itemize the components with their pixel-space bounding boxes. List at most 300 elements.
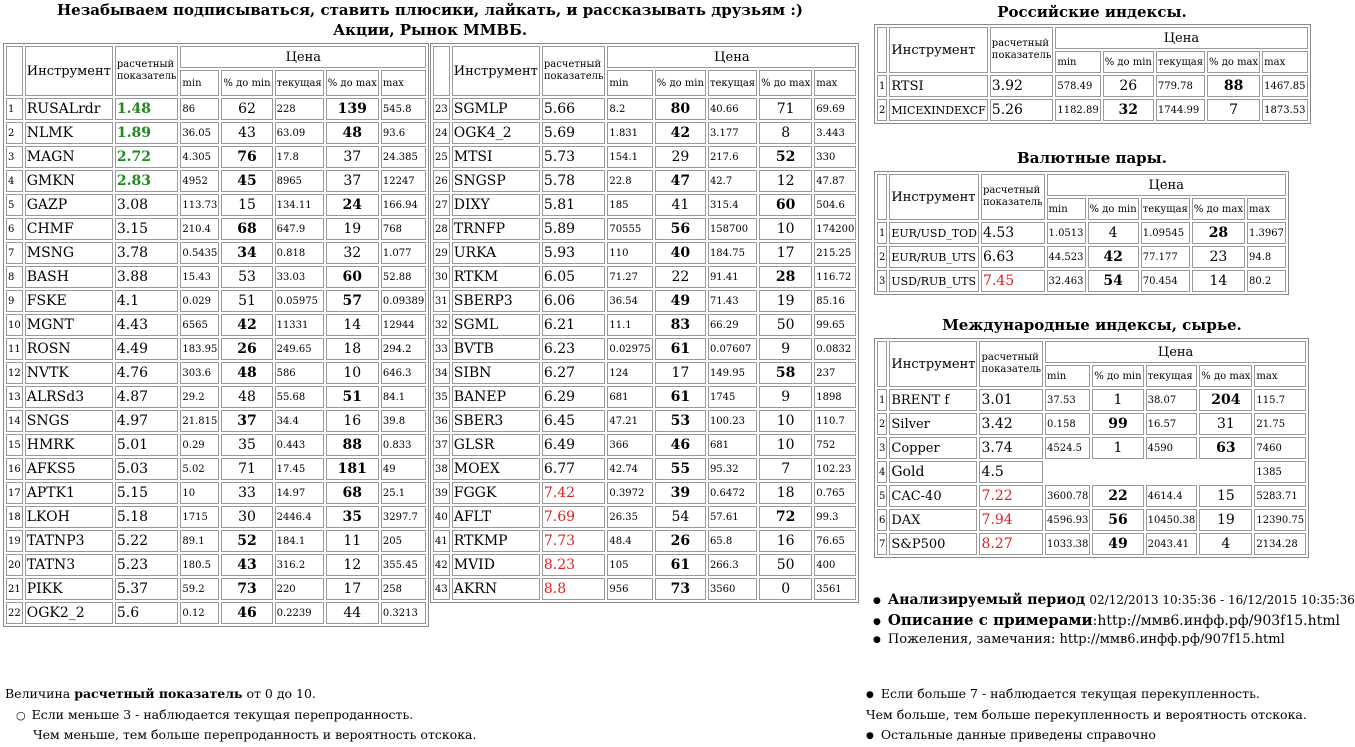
max-value: 0.765 (814, 482, 856, 504)
pct-to-min: 43 (221, 122, 272, 144)
table-row (433, 194, 856, 216)
min-value: 366 (607, 434, 652, 456)
calc-value: 1.89 (115, 122, 179, 144)
max-value: 93.6 (381, 122, 426, 144)
pct-to-max: 16 (759, 530, 812, 552)
min-value: 10 (180, 482, 219, 504)
header-blank (433, 46, 450, 96)
row-index: 1 (877, 389, 887, 411)
min-value: 210.4 (180, 218, 219, 240)
table-row (6, 98, 426, 120)
row-index: 5 (877, 485, 887, 507)
pct-to-max: 60 (326, 266, 379, 288)
current-value: 77.177 (1141, 246, 1190, 268)
instrument-name: ROSN (25, 338, 113, 360)
max-value: 116.72 (814, 266, 856, 288)
header-calc: расчетный показатель (542, 46, 606, 96)
max-value: 215.25 (814, 242, 856, 264)
row-index: 34 (433, 362, 450, 384)
table-row (433, 314, 856, 336)
min-value: 681 (607, 386, 652, 408)
table-row (433, 362, 856, 384)
pct-to-min: 53 (221, 266, 272, 288)
calc-value: 4.76 (115, 362, 179, 384)
pct-to-min: 53 (655, 410, 706, 432)
stocks-table-right (430, 43, 859, 603)
pct-to-min: 61 (655, 386, 706, 408)
max-value: 1.077 (381, 242, 426, 264)
pct-to-min: 80 (655, 98, 706, 120)
min-value: 70555 (607, 218, 652, 240)
header-pct-max: % до max (1207, 51, 1260, 73)
max-value: 69.69 (814, 98, 856, 120)
current-value: 134.11 (275, 194, 324, 216)
instrument-name: USD/RUB_UTS (889, 270, 979, 292)
max-value: 110.7 (814, 410, 856, 432)
pct-to-min: 47 (655, 170, 706, 192)
pct-to-max: 58 (759, 362, 812, 384)
instrument-name: SBERP3 (452, 290, 540, 312)
current-value: 11331 (275, 314, 324, 336)
pct-to-min: 43 (221, 554, 272, 576)
max-value: 7460 (1254, 437, 1306, 459)
pct-to-max: 181 (326, 458, 379, 480)
current-value: 33.03 (275, 266, 324, 288)
instrument-name: EUR/USD_TOD (889, 222, 979, 244)
intl-table (874, 338, 1309, 558)
pct-to-max: 51 (326, 386, 379, 408)
table-row (6, 410, 426, 432)
min-value: 71.27 (607, 266, 652, 288)
pct-to-min: 42 (655, 122, 706, 144)
min-value: 21.815 (180, 410, 219, 432)
row-index: 2 (877, 99, 887, 121)
pct-to-min: 56 (655, 218, 706, 240)
pct-to-max: 18 (759, 482, 812, 504)
pct-to-max: 72 (759, 506, 812, 528)
min-value: 0.5435 (180, 242, 219, 264)
current-value: 65.8 (708, 530, 757, 552)
max-value: 0.09389 (381, 290, 426, 312)
current-value: 2446.4 (275, 506, 324, 528)
min-value: 124 (607, 362, 652, 384)
header-blank (877, 174, 887, 220)
pct-to-max: 7 (759, 458, 812, 480)
calc-value: 6.06 (542, 290, 606, 312)
max-value: 47.87 (814, 170, 856, 192)
max-value: 166.94 (381, 194, 426, 216)
table-row (6, 458, 426, 480)
current-value: 91.41 (708, 266, 757, 288)
header-current: текущая (708, 70, 757, 96)
row-index: 16 (6, 458, 23, 480)
min-value: 5.02 (180, 458, 219, 480)
row-index: 6 (6, 218, 23, 240)
reference-note: ● Остальные данные приведены справочно (866, 724, 1156, 747)
calc-value: 3.08 (115, 194, 179, 216)
max-value: 1898 (814, 386, 856, 408)
calc-value: 5.15 (115, 482, 179, 504)
instrument-name: DIXY (452, 194, 540, 216)
pct-to-min: 51 (221, 290, 272, 312)
current-value: 249.65 (275, 338, 324, 360)
pct-to-max: 32 (326, 242, 379, 264)
header-pct-max: % до max (326, 70, 379, 96)
table-row (433, 290, 856, 312)
calc-value: 6.49 (542, 434, 606, 456)
instrument-name: SGML (452, 314, 540, 336)
header-price: Цена (1045, 341, 1306, 363)
min-value: 36.54 (607, 290, 652, 312)
max-value: 80.2 (1247, 270, 1286, 292)
row-index: 26 (433, 170, 450, 192)
header-price: Цена (1055, 27, 1307, 49)
calc-value: 7.94 (979, 509, 1043, 531)
pct-to-min: 29 (655, 146, 706, 168)
min-value: 105 (607, 554, 652, 576)
current-value: 14.97 (275, 482, 324, 504)
instrument-name: AKRN (452, 578, 540, 600)
max-value: 1467.85 (1262, 75, 1307, 97)
max-value: 1873.53 (1262, 99, 1307, 121)
row-index: 19 (6, 530, 23, 552)
header-pct-max: % до max (759, 70, 812, 96)
pct-to-min: 1 (1092, 437, 1143, 459)
instrument-name: TATN3 (25, 554, 113, 576)
instrument-name: TRNFP (452, 218, 540, 240)
currency-table (874, 171, 1289, 295)
header-blank (877, 341, 887, 387)
pct-to-max: 11 (326, 530, 379, 552)
row-index: 39 (433, 482, 450, 504)
instrument-name: GLSR (452, 434, 540, 456)
row-index: 32 (433, 314, 450, 336)
max-value: 21.75 (1254, 413, 1306, 435)
current-value: 57.61 (708, 506, 757, 528)
row-index: 27 (433, 194, 450, 216)
instrument-name: RUSALrdr (25, 98, 113, 120)
instrument-name: SIBN (452, 362, 540, 384)
instrument-name: NVTK (25, 362, 113, 384)
current-value: 70.454 (1141, 270, 1190, 292)
instrument-name: Copper (889, 437, 977, 459)
max-value: 0.3213 (381, 602, 426, 624)
ru-indexes-table (874, 24, 1311, 124)
min-value: 6565 (180, 314, 219, 336)
description-link[interactable]: ● Описание с примерами:http://ммв6.инфф.рф/903f15.html (873, 610, 1340, 632)
row-index: 40 (433, 506, 450, 528)
table-row (6, 530, 426, 552)
calc-value: 5.03 (115, 458, 179, 480)
pct-to-max: 10 (759, 218, 812, 240)
current-value: 1745 (708, 386, 757, 408)
pct-to-max: 10 (759, 410, 812, 432)
pct-to-max: 12 (759, 170, 812, 192)
pct-to-max: 50 (759, 554, 812, 576)
instrument-name: AFLT (452, 506, 540, 528)
calc-value: 6.29 (542, 386, 606, 408)
pct-to-max: 63 (1199, 437, 1252, 459)
table-row (433, 266, 856, 288)
current-value: 681 (708, 434, 757, 456)
max-value: 0.0832 (814, 338, 856, 360)
pct-to-max: 19 (1199, 509, 1252, 531)
max-value: 355.45 (381, 554, 426, 576)
table-row (877, 437, 1306, 459)
max-value: 39.8 (381, 410, 426, 432)
pct-to-max: 10 (759, 434, 812, 456)
analysis-period: ● Анализируемый период 02/12/2013 10:35:36 - 16/12/2015 10:35:36 (873, 590, 1355, 611)
current-value: 647.9 (275, 218, 324, 240)
row-index: 38 (433, 458, 450, 480)
table-row (877, 389, 1306, 411)
pct-to-max: 12 (326, 554, 379, 576)
min-value: 578.49 (1055, 75, 1100, 97)
pct-to-max: 60 (759, 194, 812, 216)
overbought-note-2: Чем больше, тем больше перекупленность и вероятность отскока. (866, 707, 1307, 722)
instrument-name: OGK4_2 (452, 122, 540, 144)
current-value: 0.6472 (708, 482, 757, 504)
min-value: 113.73 (180, 194, 219, 216)
row-index: 37 (433, 434, 450, 456)
pct-to-min: 55 (655, 458, 706, 480)
table-row (433, 554, 856, 576)
stocks-table-left (3, 43, 429, 627)
instrument-name: GMKN (25, 170, 113, 192)
instrument-name: NLMK (25, 122, 113, 144)
min-value: 180.5 (180, 554, 219, 576)
table-row (433, 218, 856, 240)
calc-value: 6.27 (542, 362, 606, 384)
table-row (877, 246, 1286, 268)
calc-value: 5.23 (115, 554, 179, 576)
header-pct-min: % до min (655, 70, 706, 96)
instrument-name: BRENT f (889, 389, 977, 411)
row-index: 15 (6, 434, 23, 456)
current-value: 38.07 (1146, 389, 1198, 411)
pct-to-min: 1 (1092, 389, 1143, 411)
pct-to-max: 9 (759, 338, 812, 360)
header-blank (6, 46, 23, 96)
calc-value: 3.01 (979, 389, 1043, 411)
pct-to-max: 8 (759, 122, 812, 144)
pct-to-max: 139 (326, 98, 379, 120)
calc-value: 3.88 (115, 266, 179, 288)
pct-to-min: 52 (221, 530, 272, 552)
pct-to-max: 57 (326, 290, 379, 312)
instrument-name: BVTB (452, 338, 540, 360)
row-index: 1 (877, 222, 887, 244)
pct-to-max: 68 (326, 482, 379, 504)
min-value: 4.305 (180, 146, 219, 168)
row-index: 3 (877, 270, 887, 292)
table-row (877, 461, 1306, 483)
current-value: 586 (275, 362, 324, 384)
instrument-name: BANEP (452, 386, 540, 408)
row-index: 23 (433, 98, 450, 120)
table-row (877, 485, 1306, 507)
row-index: 41 (433, 530, 450, 552)
min-value: 59.2 (180, 578, 219, 600)
header-current: текущая (1141, 198, 1190, 220)
table-row (6, 242, 426, 264)
max-value: 102.23 (814, 458, 856, 480)
min-value: 89.1 (180, 530, 219, 552)
instrument-name: MSNG (25, 242, 113, 264)
header-pct-min: % до min (1103, 51, 1154, 73)
calc-value: 5.89 (542, 218, 606, 240)
pct-to-max: 37 (326, 146, 379, 168)
empty-range (1045, 461, 1252, 483)
row-index: 2 (877, 246, 887, 268)
row-index: 35 (433, 386, 450, 408)
min-value: 110 (607, 242, 652, 264)
calc-value: 4.49 (115, 338, 179, 360)
min-value: 303.6 (180, 362, 219, 384)
max-value: 12944 (381, 314, 426, 336)
row-index: 12 (6, 362, 23, 384)
overbought-note: ● Если больше 7 - наблюдается текущая перекупленность. (866, 683, 1260, 706)
header-max: max (1262, 51, 1307, 73)
header-instrument: Инструмент (889, 27, 987, 73)
current-value: 16.57 (1146, 413, 1198, 435)
max-value: 174200 (814, 218, 856, 240)
row-index: 2 (6, 122, 23, 144)
instrument-name: GAZP (25, 194, 113, 216)
row-index: 20 (6, 554, 23, 576)
min-value: 1.831 (607, 122, 652, 144)
calc-value: 4.5 (979, 461, 1043, 483)
pct-to-max: 35 (326, 506, 379, 528)
row-index: 4 (877, 461, 887, 483)
pct-to-max: 71 (759, 98, 812, 120)
header-pct-min: % до min (221, 70, 272, 96)
table-row (6, 482, 426, 504)
row-index: 7 (877, 533, 887, 555)
pct-to-max: 19 (326, 218, 379, 240)
current-value: 0.07607 (708, 338, 757, 360)
instrument-name: OGK2_2 (25, 602, 113, 624)
instrument-name: FSKE (25, 290, 113, 312)
pct-to-min: 40 (655, 242, 706, 264)
pct-to-max: 24 (326, 194, 379, 216)
pct-to-max: 15 (1199, 485, 1252, 507)
calc-value: 5.66 (542, 98, 606, 120)
calc-value: 5.93 (542, 242, 606, 264)
pct-to-min: 76 (221, 146, 272, 168)
row-index: 4 (6, 170, 23, 192)
calc-value: 4.1 (115, 290, 179, 312)
max-value: 99.65 (814, 314, 856, 336)
max-value: 2134.28 (1254, 533, 1306, 555)
max-value: 1385 (1254, 461, 1306, 483)
table-row (433, 578, 856, 600)
current-value: 3560 (708, 578, 757, 600)
pct-to-max: 10 (326, 362, 379, 384)
pct-to-max: 44 (326, 602, 379, 624)
instrument-name: AFKS5 (25, 458, 113, 480)
instrument-name: RTKM (452, 266, 540, 288)
min-value: 11.1 (607, 314, 652, 336)
row-index: 6 (877, 509, 887, 531)
calc-value: 5.6 (115, 602, 179, 624)
calc-value: 5.18 (115, 506, 179, 528)
max-value: 237 (814, 362, 856, 384)
calc-value: 7.42 (542, 482, 606, 504)
max-value: 49 (381, 458, 426, 480)
pct-to-max: 14 (1192, 270, 1245, 292)
row-index: 30 (433, 266, 450, 288)
header-min: min (180, 70, 219, 96)
max-value: 0.833 (381, 434, 426, 456)
max-value: 752 (814, 434, 856, 456)
current-value: 10450.38 (1146, 509, 1198, 531)
calc-value: 7.45 (981, 270, 1045, 292)
current-value: 266.3 (708, 554, 757, 576)
pct-to-min: 35 (221, 434, 272, 456)
row-index: 29 (433, 242, 450, 264)
row-index: 28 (433, 218, 450, 240)
header-min: min (1047, 198, 1086, 220)
row-index: 3 (877, 437, 887, 459)
min-value: 0.3972 (607, 482, 652, 504)
instrument-name: ALRSd3 (25, 386, 113, 408)
table-row (6, 386, 426, 408)
min-value: 0.029 (180, 290, 219, 312)
pct-to-min: 46 (221, 602, 272, 624)
calc-value: 6.23 (542, 338, 606, 360)
header-pct-min: % до min (1092, 365, 1143, 387)
min-value: 86 (180, 98, 219, 120)
table-row (433, 122, 856, 144)
current-value: 63.09 (275, 122, 324, 144)
row-index: 1 (877, 75, 887, 97)
min-value: 4596.93 (1045, 509, 1090, 531)
table-row (433, 386, 856, 408)
current-value: 0.2239 (275, 602, 324, 624)
pct-to-min: 33 (221, 482, 272, 504)
calc-value: 6.45 (542, 410, 606, 432)
table-row (433, 242, 856, 264)
min-value: 15.43 (180, 266, 219, 288)
pct-to-min: 41 (655, 194, 706, 216)
row-index: 22 (6, 602, 23, 624)
pct-to-max: 37 (326, 170, 379, 192)
current-value: 40.66 (708, 98, 757, 120)
header-calc: расчетный показатель (990, 27, 1054, 73)
min-value: 1182.89 (1055, 99, 1100, 121)
max-value: 76.65 (814, 530, 856, 552)
table-row (6, 314, 426, 336)
header-instrument: Инструмент (889, 341, 977, 387)
max-value: 85.16 (814, 290, 856, 312)
min-value: 42.74 (607, 458, 652, 480)
min-value: 185 (607, 194, 652, 216)
instrument-name: MGNT (25, 314, 113, 336)
table-row (433, 458, 856, 480)
table-row (877, 509, 1306, 531)
min-value: 154.1 (607, 146, 652, 168)
table-row (6, 146, 426, 168)
header-pct-min: % до min (1088, 198, 1139, 220)
min-value: 3600.78 (1045, 485, 1090, 507)
row-index: 8 (6, 266, 23, 288)
feedback-link[interactable]: ● Пожеления, замечания: http://ммв6.инфф.рф/907f15.html (873, 630, 1285, 650)
max-value: 504.6 (814, 194, 856, 216)
table-row (433, 530, 856, 552)
pct-to-min: 42 (1088, 246, 1139, 268)
pct-to-min: 39 (655, 482, 706, 504)
